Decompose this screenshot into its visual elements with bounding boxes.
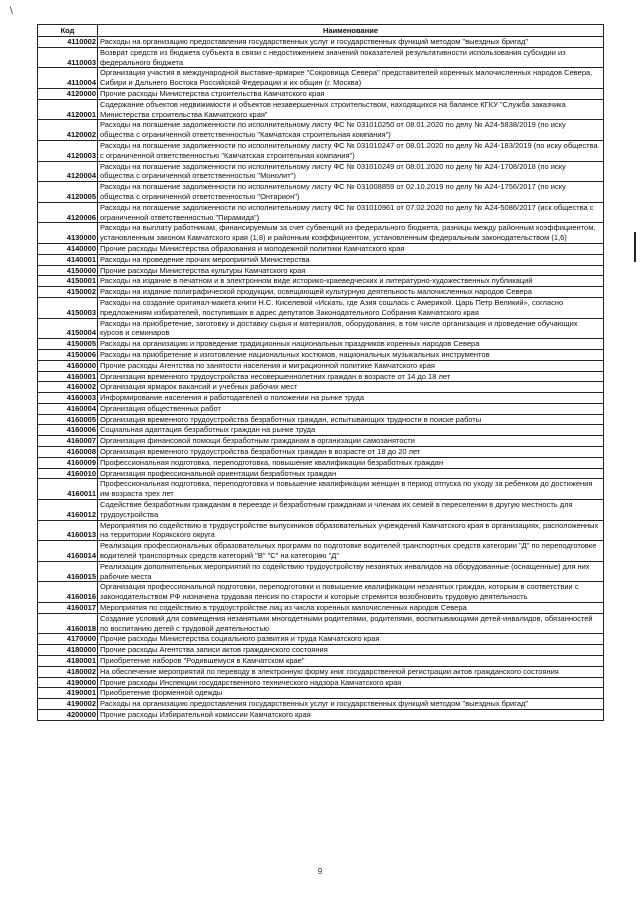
row-code: 4160007 — [38, 436, 98, 447]
row-code: 4200000 — [38, 710, 98, 721]
table-row — [38, 479, 604, 500]
header-name: Наименование — [98, 25, 604, 37]
row-code: 4140000 — [38, 243, 98, 254]
table-row — [38, 425, 604, 436]
row-code: 4180001 — [38, 656, 98, 667]
table-row — [38, 541, 604, 562]
row-name: Приобретение наборов "Родившемуся в Камчатском крае" — [98, 656, 604, 667]
row-name: Расходы на погашение задолженности по исполнительному листу ФС № 031010247 от 08.01.2020 по делу № А24-183/2019 (по иску общества с ограниченной ответственностью "Камчатская строительная компания") — [98, 140, 604, 161]
table-row — [38, 645, 604, 656]
row-name: Организация участия в международной выставке-ярмарке "Сокровища Севера" представителей коренных малочисленных народов Севера, Сибири и Дальнего Востока Российской Федерации и их общин (г. Москва) — [98, 68, 604, 89]
row-name: Расходы на организацию предоставления государственных услуг и государственных функций методом "выездных бригад" — [98, 699, 604, 710]
row-code: 4160003 — [38, 393, 98, 404]
row-name: Реализация дополнительных мероприятий по содействию трудоустройству незанятых инвалидов на оборудованные (оснащенные) для них рабочие места — [98, 561, 604, 582]
row-code: 4120004 — [38, 161, 98, 182]
row-name: Создание условий для совмещения незанятыми многодетными родителями, родителями, воспитывающими детей-инвалидов, обязанностей по воспитанию детей с трудовой деятельностью — [98, 613, 604, 634]
table-row — [38, 520, 604, 541]
header-code: Код — [38, 25, 98, 37]
table-row — [38, 120, 604, 141]
row-code: 4160005 — [38, 414, 98, 425]
row-code: 4190002 — [38, 699, 98, 710]
row-name: Организация профессиональной ориентации безработных граждан — [98, 468, 604, 479]
row-name: Расходы на издание в печатном и в электронном виде историко-краеведческих и литературно-художественных публикаций — [98, 276, 604, 287]
table-row — [38, 360, 604, 371]
row-code: 4160004 — [38, 403, 98, 414]
row-code: 4130000 — [38, 223, 98, 244]
table-row — [38, 699, 604, 710]
page-number: 9 — [317, 867, 323, 876]
table-row — [38, 243, 604, 254]
table-row — [38, 710, 604, 721]
row-code: 4120005 — [38, 182, 98, 203]
table-row — [38, 447, 604, 458]
budget-codes-table — [37, 24, 604, 721]
table-header-row — [38, 25, 604, 37]
row-code: 4150005 — [38, 339, 98, 350]
row-name: Прочие расходы Министерства социального развития и труда Камчатского края — [98, 634, 604, 645]
row-name: Профессиональная подготовка, переподготовка и повышение квалификации женщин в период отпуска по уходу за ребенком до достижения им возраста трех лет — [98, 479, 604, 500]
row-name: Содействие безработным гражданам в переезде и безработным гражданам и членам их семей в переселении в другую местность для трудоустройства — [98, 500, 604, 521]
row-name: Расходы на приобретение и изготовление национальных костюмов, национальных музыкальных инструментов — [98, 349, 604, 360]
row-name: Расходы на выплату работникам, финансируемым за счет субвенций из федерального бюджета, разницы между районным коэффициентом, установленным законом Камчатского края (1,8) и районным коэффициентом, установленным федеральным законодательством (1,6) — [98, 223, 604, 244]
row-code: 4120000 — [38, 88, 98, 99]
table-row — [38, 339, 604, 350]
row-name: Расходы на погашение задолженности по исполнительному листу ФС № 031010249 от 08.01.2020 по делу № А24-1708/2018 (по иску общества с ограниченной ответственностью "Монолит") — [98, 161, 604, 182]
row-code: 4120003 — [38, 140, 98, 161]
row-code: 4190001 — [38, 688, 98, 699]
row-code: 4160015 — [38, 561, 98, 582]
table-row — [38, 393, 604, 404]
table-row — [38, 634, 604, 645]
row-name: Прочие расходы Избирательной комиссии Камчатского края — [98, 710, 604, 721]
table-row — [38, 37, 604, 48]
table-row — [38, 666, 604, 677]
row-name: Расходы на создание оригинал-макета книги Н.С. Киселевой «Искать, где Азия сошлась с Америкой. Царь Петр Великий», согласно предложениям избирателей, поступивших в адрес депутатов Законодательного Собрания Камчатского края — [98, 297, 604, 318]
row-name: Приобретение форменной одежды — [98, 688, 604, 699]
table-row — [38, 47, 604, 68]
row-code: 4160014 — [38, 541, 98, 562]
row-name: Прочие расходы Агентства записи актов гражданского состояния — [98, 645, 604, 656]
table-row — [38, 254, 604, 265]
table-row — [38, 561, 604, 582]
table-row — [38, 318, 604, 339]
row-name: Организация временного трудоустройства несовершеннолетних граждан в возрасте от 14 до 18 лет — [98, 371, 604, 382]
table-row — [38, 436, 604, 447]
row-code: 4160006 — [38, 425, 98, 436]
row-name: Расходы на проведение прочих мероприятий Министерства — [98, 254, 604, 265]
table-row — [38, 677, 604, 688]
table-row — [38, 688, 604, 699]
row-code: 4160013 — [38, 520, 98, 541]
row-code: 4150003 — [38, 297, 98, 318]
row-code: 4150006 — [38, 349, 98, 360]
row-code: 4180000 — [38, 645, 98, 656]
table-row — [38, 68, 604, 89]
row-code: 4160016 — [38, 582, 98, 603]
row-name: Прочие расходы Агентства по занятости населения и миграционной политике Камчатского края — [98, 360, 604, 371]
row-name: Возврат средств из бюджета субъекта в связи с недостижением значений показателей результативности использования субсидии из федерального бюджета — [98, 47, 604, 68]
row-code: 4110003 — [38, 47, 98, 68]
table-row — [38, 182, 604, 203]
row-code: 4160017 — [38, 603, 98, 614]
row-code: 4110002 — [38, 37, 98, 48]
table-row — [38, 265, 604, 276]
table-row — [38, 161, 604, 182]
table-row — [38, 202, 604, 223]
table-row — [38, 382, 604, 393]
row-name: Расходы на погашение задолженности по исполнительному листу ФС № 031010961 от 07.02.2020 по делу № А24-5086/2017 (иск общества с ограниченной ответственностью "Пирамида") — [98, 202, 604, 223]
table-row — [38, 99, 604, 120]
table-row — [38, 276, 604, 287]
table-body — [38, 37, 604, 721]
row-name: Прочие расходы Министерства культуры Камчатского края — [98, 265, 604, 276]
table-row — [38, 287, 604, 298]
row-code: 4170000 — [38, 634, 98, 645]
row-code: 4190000 — [38, 677, 98, 688]
row-name: Мероприятия по содействию в трудоустройстве лиц из числа коренных малочисленных народов Севера — [98, 603, 604, 614]
row-code: 4160011 — [38, 479, 98, 500]
row-code: 4120002 — [38, 120, 98, 141]
table-row — [38, 371, 604, 382]
table-row — [38, 500, 604, 521]
table-row — [38, 613, 604, 634]
row-code: 4160009 — [38, 457, 98, 468]
table-row — [38, 582, 604, 603]
table-row — [38, 349, 604, 360]
row-name: Организация общественных работ — [98, 403, 604, 414]
row-code: 4150002 — [38, 287, 98, 298]
row-name: Социальная адаптация безработных граждан на рынке труда — [98, 425, 604, 436]
row-name: Организация временного трудоустройства безработных граждан, испытывающих трудности в поиске работы — [98, 414, 604, 425]
row-name: Содержание объектов недвижимости и объектов незавершенных строительством, находящихся на балансе КГКУ "Служба заказчика Министерства строительства Камчатского края" — [98, 99, 604, 120]
row-code: 4140001 — [38, 254, 98, 265]
row-name: Мероприятия по содействию в трудоустройстве выпускников образовательных учреждений Камчатского края в организациях, расположенных на территории Корякского округа — [98, 520, 604, 541]
scan-edge-mark — [634, 232, 636, 262]
row-name: Реализация профессиональных образовательных программ по подготовке водителей транспортных средств категории "Д" по переподготовке водителей транспортных средств категорий "В" "С" на категорию "Д" — [98, 541, 604, 562]
table-row — [38, 403, 604, 414]
row-name: Организация профессиональной подготовки, переподготовки и повышение квалификации незанятых граждан, которым в соответствии с законодательством РФ назначена трудовая пенсия по старости и которые стремятся возобновить трудовую деятельность — [98, 582, 604, 603]
row-name: Расходы на организацию предоставления государственных услуг и государственных функций методом "выездных бригад" — [98, 37, 604, 48]
row-code: 4160001 — [38, 371, 98, 382]
corner-mark: \ — [10, 6, 13, 17]
row-name: Организация ярмарок вакансий и учебных рабочих мест — [98, 382, 604, 393]
table-row — [38, 88, 604, 99]
table-row — [38, 656, 604, 667]
table-row — [38, 140, 604, 161]
row-name: Организация временного трудоустройства безработных граждан в возрасте от 18 до 20 лет — [98, 447, 604, 458]
row-code: 4150000 — [38, 265, 98, 276]
row-code: 4160002 — [38, 382, 98, 393]
row-name: Организация финансовой помощи безработным гражданам в организации самозанятости — [98, 436, 604, 447]
row-name: Расходы на издание полиграфической продукции, освещающей культурную деятельность малочисленных народов Севера — [98, 287, 604, 298]
table-row — [38, 468, 604, 479]
row-code: 4160012 — [38, 500, 98, 521]
table-row — [38, 457, 604, 468]
row-name: Расходы на погашение задолженности по исполнительному листу ФС № 031008859 от 02.10.2019 по делу № А24-1756/2017 (по иску общества с ограниченной ответственностью "Онтарион") — [98, 182, 604, 203]
row-name: Информирование населения и работодателей о положении на рынке труда — [98, 393, 604, 404]
table-row — [38, 223, 604, 244]
table-row — [38, 414, 604, 425]
row-code: 4160010 — [38, 468, 98, 479]
row-code: 4160018 — [38, 613, 98, 634]
row-code: 4160000 — [38, 360, 98, 371]
row-name: Прочие расходы Министерства строительства Камчатского края — [98, 88, 604, 99]
row-code: 4180002 — [38, 666, 98, 677]
row-name: Расходы на организацию и проведение традиционных национальных праздников коренных народов Севера — [98, 339, 604, 350]
row-name: Прочие расходы Министерства образования и молодежной политики Камчатского края — [98, 243, 604, 254]
row-name: Расходы на погашение задолженности по исполнительному листу ФС № 031010250 от 08.01.2020 по делу № А24-5838/2019 (по иску общества с ограниченной ответственностью "Камчатская строительная компания") — [98, 120, 604, 141]
row-code: 4150001 — [38, 276, 98, 287]
row-code: 4160008 — [38, 447, 98, 458]
row-code: 4150004 — [38, 318, 98, 339]
row-name: Профессиональная подготовка, переподготовка, повышение квалификации безработных граждан — [98, 457, 604, 468]
row-name: Прочие расходы Инспекции государственного технического надзора Камчатского края — [98, 677, 604, 688]
row-name: Расходы на приобретение, заготовку и доставку сырья и материалов, оборудования, в том числе организация и проведение обучающих курсов и семинаров — [98, 318, 604, 339]
table-row — [38, 603, 604, 614]
row-code: 4120006 — [38, 202, 98, 223]
row-name: На обеспечение мероприятий по переводу в электронную форму книг государственной регистрации актов гражданского состояния — [98, 666, 604, 677]
row-code: 4120001 — [38, 99, 98, 120]
row-code: 4110004 — [38, 68, 98, 89]
table-row — [38, 297, 604, 318]
